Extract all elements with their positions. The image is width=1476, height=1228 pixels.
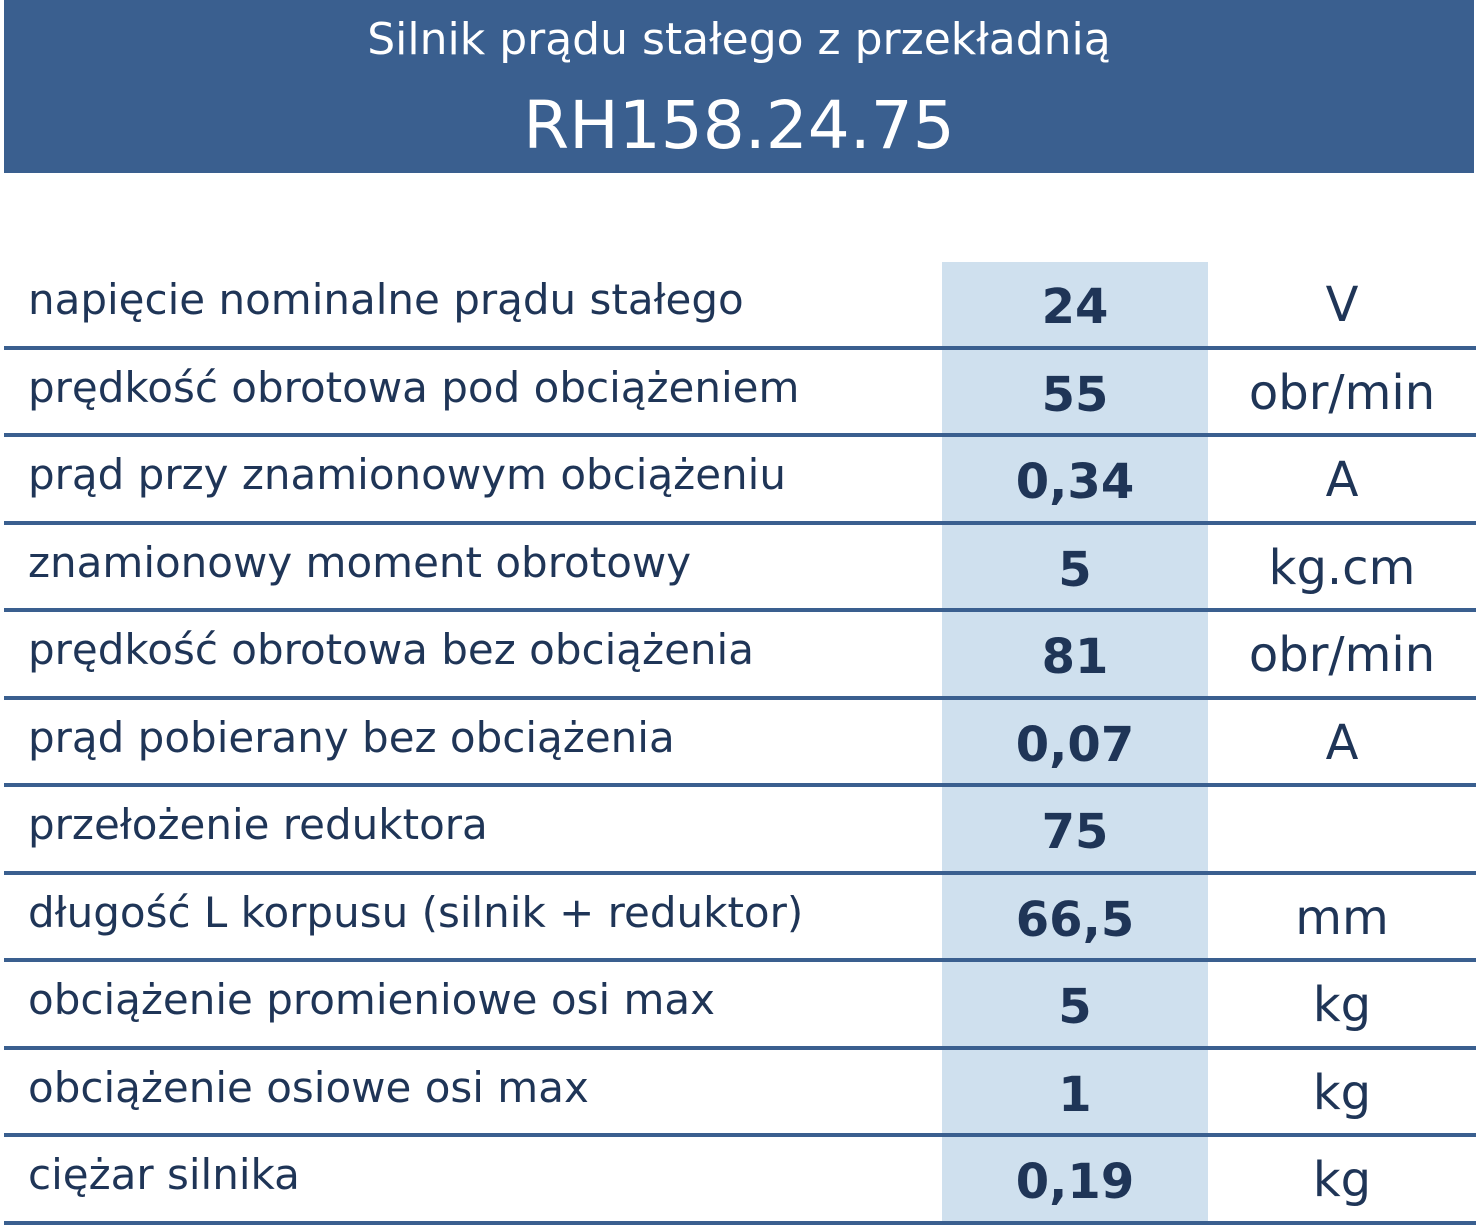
spec-value: 66,5 [1015, 891, 1135, 948]
spec-label: znamionowy moment obrotowy [28, 537, 692, 587]
table-row [4, 1137, 1476, 1225]
spec-table [4, 262, 1476, 1225]
spec-label: obciążenie promieniowe osi max [28, 975, 715, 1024]
table-row [4, 962, 1476, 1050]
spec-unit: kg.cm [1268, 539, 1416, 596]
spec-value: 0,34 [1015, 454, 1135, 510]
table-row [4, 700, 1476, 788]
spec-value: 81 [1041, 629, 1109, 685]
spec-value: 0,19 [1015, 1154, 1135, 1210]
spec-unit: kg [1312, 1064, 1372, 1121]
table-row [4, 787, 1476, 875]
spec-label: prędkość obrotowa pod obciążeniem [28, 362, 800, 412]
spec-label: przełożenie reduktora [28, 800, 488, 849]
spec-unit: obr/min [1248, 364, 1436, 421]
model-number: RH158.24.75 [523, 87, 955, 164]
spec-value: 1 [1058, 1066, 1092, 1123]
spec-unit: kg [1312, 977, 1372, 1033]
spec-label: obciążenie osiowe osi max [28, 1062, 589, 1112]
spec-value: 5 [1058, 979, 1092, 1035]
spec-value: 5 [1058, 541, 1092, 598]
spec-label: długość L korpusu (silnik + reduktor) [28, 887, 804, 937]
table-row [4, 262, 1476, 350]
spec-unit: V [1325, 277, 1359, 333]
table-row [4, 350, 1476, 438]
table-row [4, 612, 1476, 700]
spec-unit: kg [1312, 1152, 1372, 1208]
spec-unit: mm [1295, 889, 1389, 946]
spec-unit: A [1325, 714, 1359, 771]
spec-label: napięcie nominalne prądu stałego [28, 275, 744, 324]
table-row [4, 437, 1476, 525]
spec-value: 75 [1041, 804, 1109, 860]
spec-label: prąd pobierany bez obciążenia [28, 712, 675, 762]
table-row [4, 1050, 1476, 1138]
table-row [4, 525, 1476, 613]
title-banner [4, 0, 1474, 173]
table-row [4, 875, 1476, 963]
spec-value: 24 [1041, 279, 1109, 335]
spec-label: ciężar silnika [28, 1150, 300, 1199]
spec-label: prąd przy znamionowym obciążeniu [28, 450, 786, 499]
spec-unit: A [1325, 452, 1359, 508]
spec-label: prędkość obrotowa bez obciążenia [28, 625, 754, 674]
spec-value: 55 [1041, 366, 1109, 423]
spec-unit: obr/min [1248, 627, 1436, 683]
spec-value: 0,07 [1015, 716, 1135, 773]
product-subtitle: Silnik prądu stałego z przekładnią [367, 14, 1111, 65]
